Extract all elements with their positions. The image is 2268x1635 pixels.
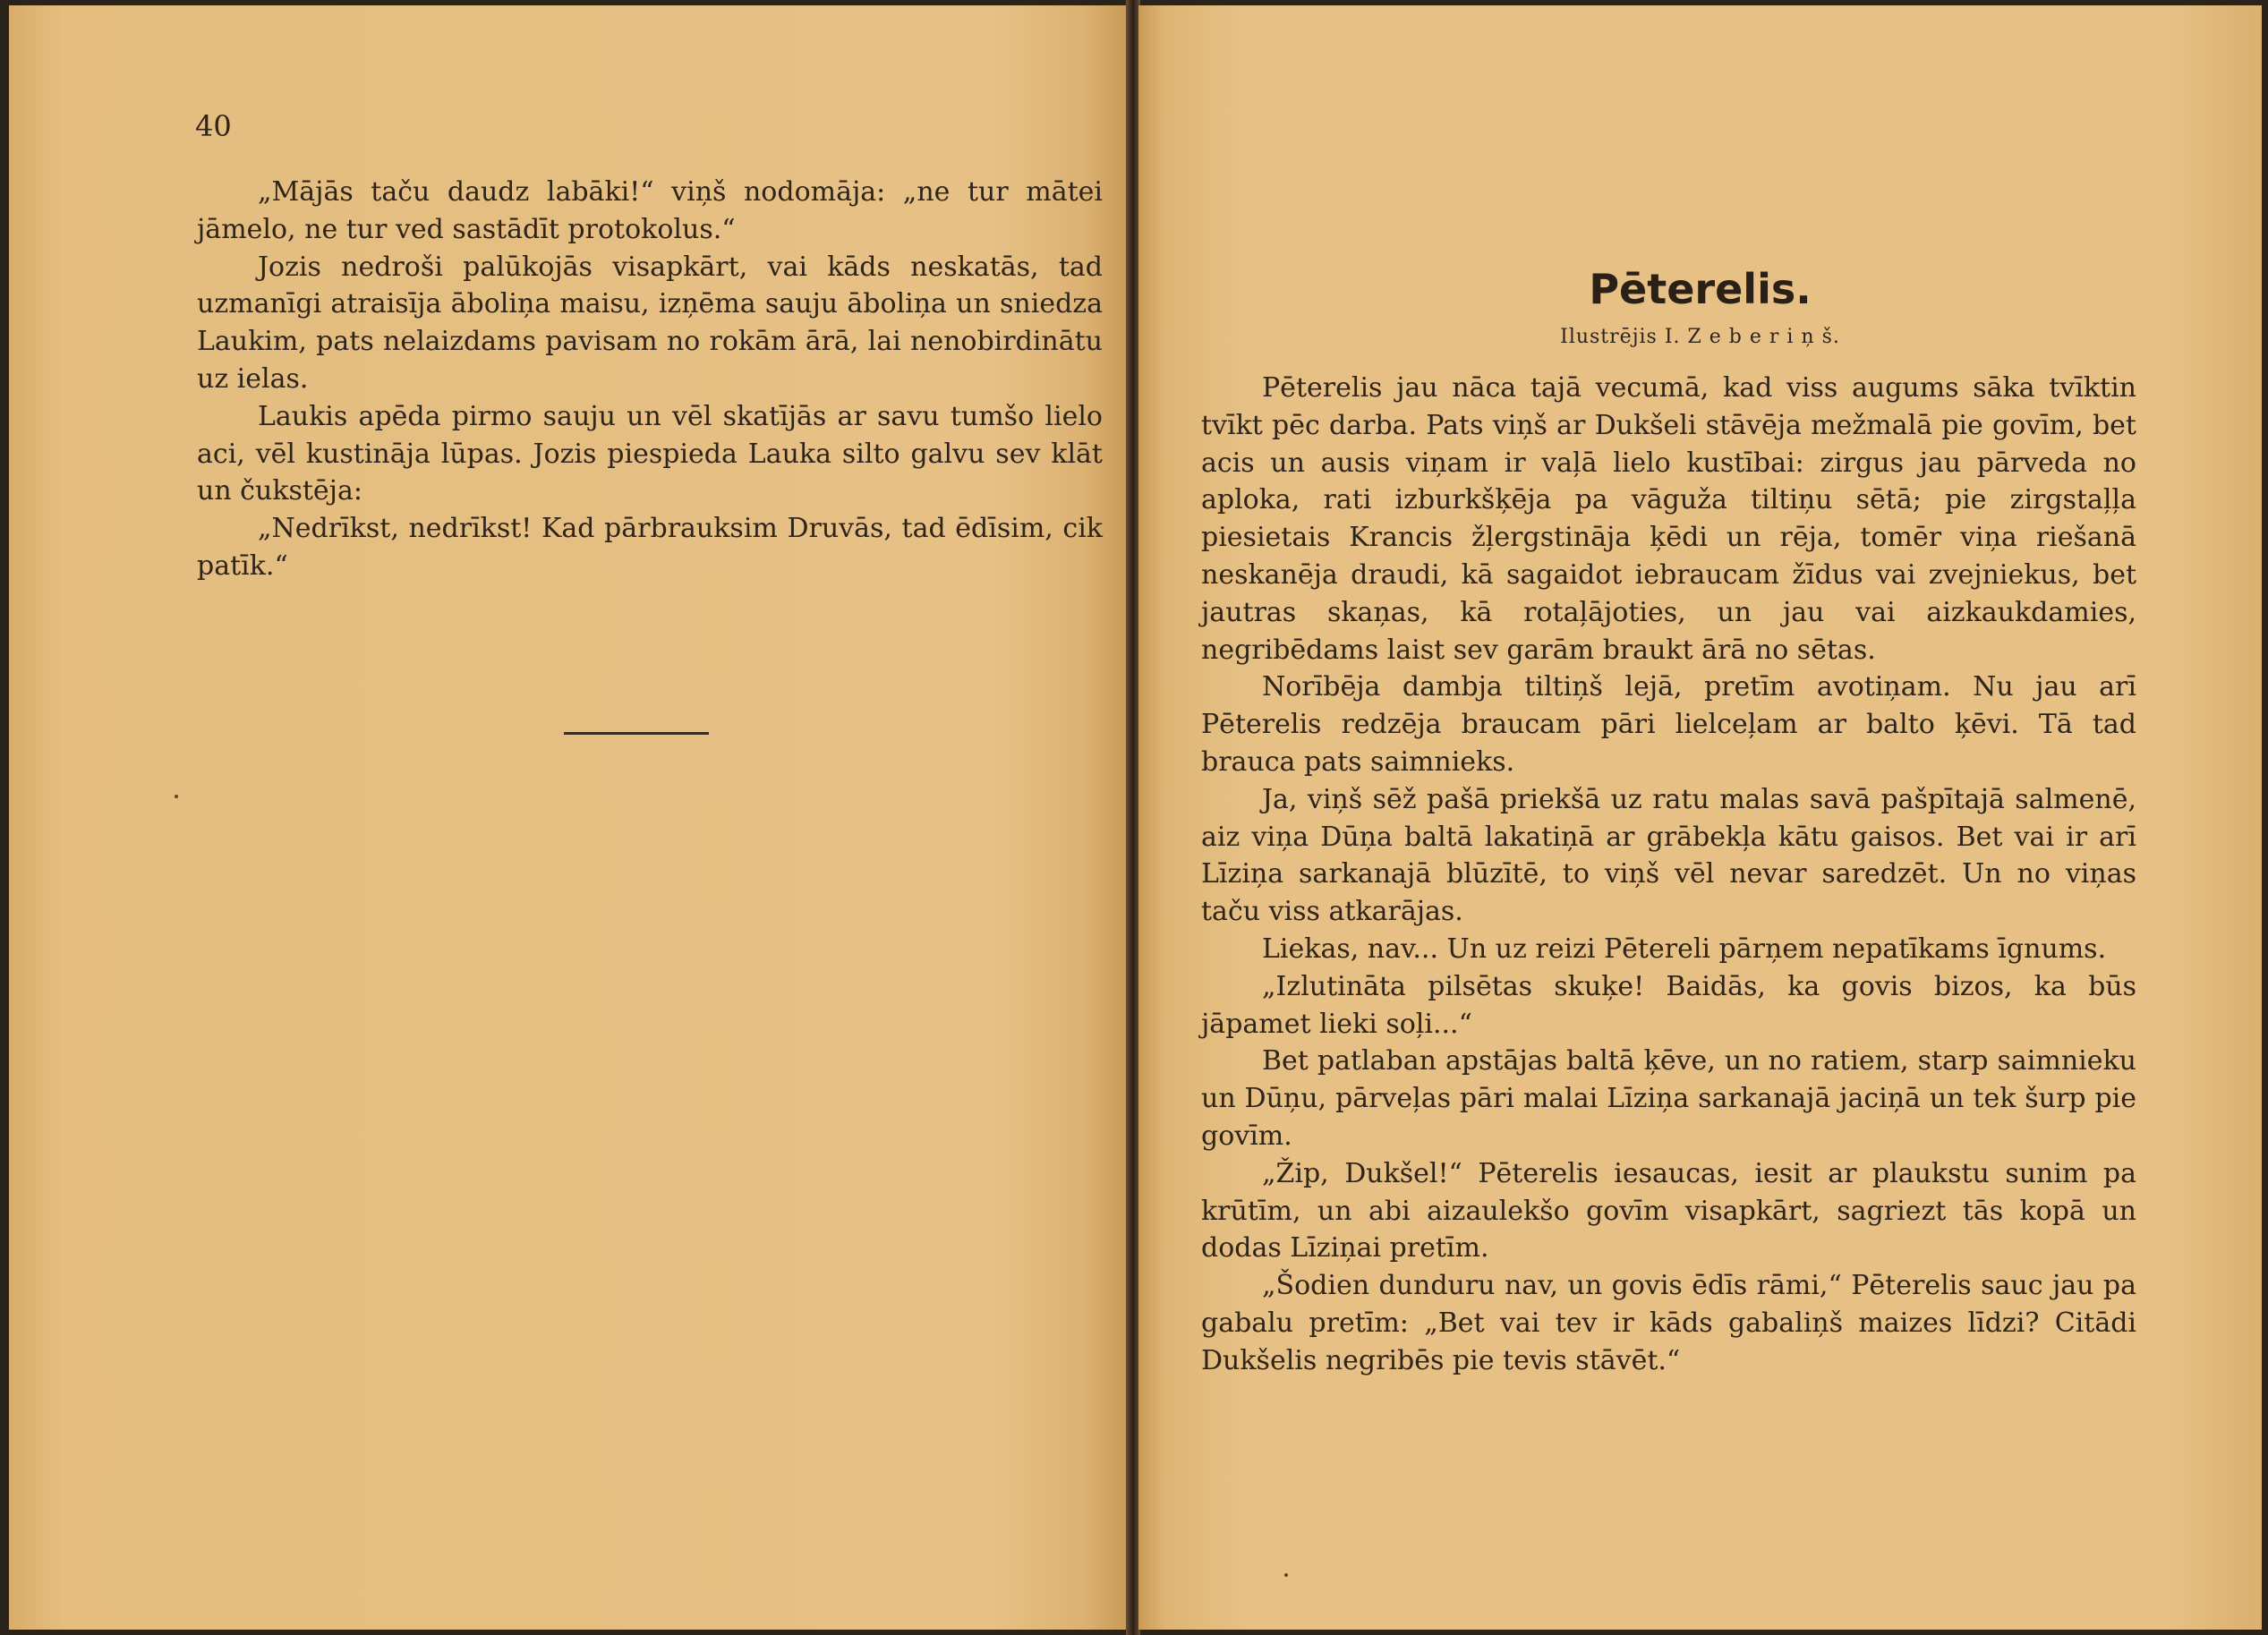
paragraph: Laukis apēda pirmo sauju un vēl skatījās ar savu tumšo lielo aci, vēl kustināja lūpas. Jozis piespieda Lauka silto galvu sev klāt un čukstēja: <box>197 400 1103 507</box>
paragraph: Ja, viņš sēž pašā priekšā uz ratu malas savā pašpītajā salmenē, aiz viņa Dūņa baltā lakatiņā ar grābekļa kātu gaisos. Bet vai ir arī Līziņa sarkanajā blūzītē, to viņš vēl nevar saredzēt. Un no viņas taču viss atkarājas. <box>1201 783 2136 928</box>
left-page-text <box>197 174 1103 585</box>
paragraph: Norībēja dambja tiltiņš lejā, pretīm avotiņam. Nu jau arī Pēterelis redzēja braucam pāri lielceļam ar balto ķēvi. Tā tad brauca pats saimnieks. <box>1201 671 2136 778</box>
paragraph: „Žip, Dukšel!“ Pēterelis iesaucas, iesit ar plaukstu sunim pa krūtīm, un abi aizaulekšo govīm visapkārt, sagriezt tās kopā un dodas Līziņai pretīm. <box>1201 1157 2136 1265</box>
paper-speck <box>175 795 178 798</box>
illustrator-credit: Ilustrējis I. Z e b e r i ņ š. <box>1560 326 1840 348</box>
paragraph: „Mājās taču daudz labāki!“ viņš nodomāja: „ne tur mātei jāmelo, ne tur ved sastādīt protokolus.“ <box>197 176 1103 245</box>
paragraph: „Izlutināta pilsētas skuķe! Baidās, ka govis bizos, ka būs jāpamet lieki soļi...“ <box>1201 970 2136 1040</box>
right-page <box>1138 5 2262 1630</box>
chapter-title: Pēterelis. <box>1589 265 1812 313</box>
paragraph: „Šodien dunduru nav, un govis ēdīs rāmi,“ Pēterelis sauc jau pa gabalu pretīm: „Bet vai tev ir kāds gabaliņš maizes līdzi? Citādi Dukšelis negribēs pie tevis stāvēt.“ <box>1201 1270 2136 1376</box>
paragraph: Pēterelis jau nāca tajā vecumā, kad viss augums sāka tvīktin tvīkt pēc darba. Pats viņš ar Dukšeli stāvēja mežmalā pie govīm, bet acis un ausis viņam ir vaļā lielo kustībai: zirgus jau pārveda no aploka, rati izburkšķēja pa vāguža tiltiņu sētā; pie zirgstaļļa piesietais Krancis žļergstināja ķēdi un rēja, tomēr viņa riešanā neskanēja draudi, kā sagaidot iebraucam žīdus vai zvejniekus, bet jautras skaņas, kā rotaļājoties, un jau vai aizkaukdamies, negribēdams laist sev garām braukt ārā no sētas. <box>1201 372 2136 666</box>
paragraph: Bet patlaban apstājas baltā ķēve, un no ratiem, starp saimnieku un Dūņu, pārveļas pāri malai Līziņa sarkanajā jaciņā un tek šurp pie govīm. <box>1201 1045 2136 1152</box>
paragraph: „Nedrīkst, nedrīkst! Kad pārbrauksim Druvās, tad ēdīsim, cik patīk.“ <box>197 513 1103 582</box>
paper-speck <box>1284 1573 1288 1577</box>
paragraph: Jozis nedroši palūkojās visapkārt, vai kāds neskatās, tad uzmanīgi atraisīja āboliņa maisu, izņēma sauju āboliņa un sniedza Laukim, pats nelaizdams pavisam no rokām ārā, lai nenobirdinātu uz ielas. <box>197 251 1103 395</box>
left-page <box>9 5 1128 1630</box>
right-page-text <box>1201 370 2136 1380</box>
paragraph: Liekas, nav... Un uz reizi Pētereli pārņem nepatīkams īgnums. <box>1262 932 2107 965</box>
section-end-rule <box>564 732 709 735</box>
page-number: 40 <box>195 109 232 143</box>
